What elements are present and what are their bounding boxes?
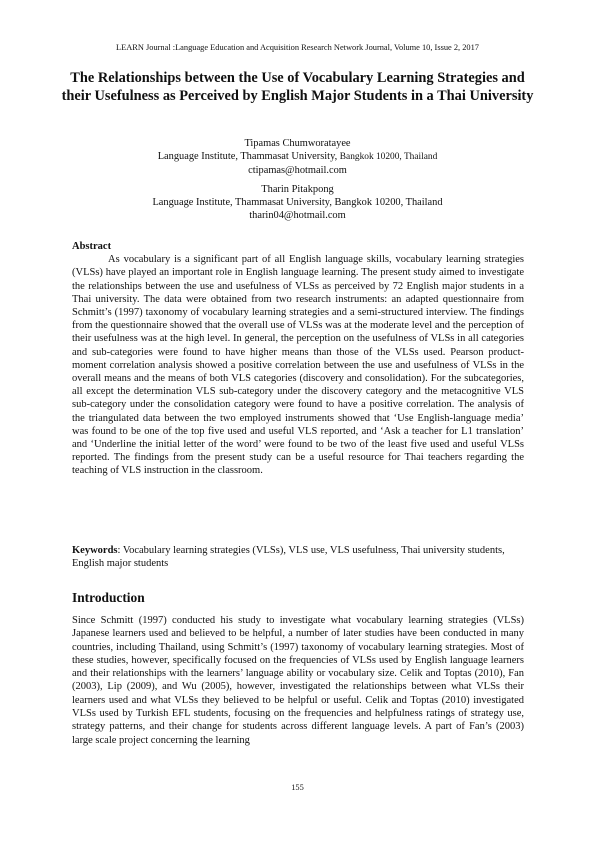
author-affiliation: Language Institute, Thammasat University, Bangkok 10200, Thailand	[152, 196, 443, 208]
author-name: Tipamas Chumworatayee	[244, 138, 351, 149]
introduction-text: Since Schmitt (1997) conducted his study to investigate what vocabulary learning strategies (VLSs) Japanese learners used and believed to be helpful, a number of later studies have been conducted in many countries, including Thailand, using Schmitt’s (1997) taxonomy of vocabulary learning strategies. Most of these studies, however, specifically focused on the frequencies of VLSs used by English language learners and their relationships with the learners’ language ability or vocabulary size. Celik and Toptas (2010), Fan (2003), Lip (2009), and Wu (2005), however, investigated the relationships between what VLSs their learners used and what VLSs they believed to be helpful or useful. Celik and Toptas (2010) investigated VLSs used by Turkish EFL students, focusing on the frequencies and helpfulness ratings of strategy use, strategy patterns, and their change for students across different language levels. A part of Fan’s (2003) large scale project concerning the learning	[72, 615, 524, 746]
author-affiliation	[60, 150, 535, 164]
author-block	[60, 137, 535, 178]
abstract-text: As vocabulary is a significant part of all English language skills, vocabulary learning strategies (VLSs) have played an important role in English language learning. The present study aimed to investigate the relationships between the use and usefulness of VLSs as perceived by 72 English major students in a Thai university. The data were obtained from two research instruments: an adapted questionnaire from Schmitt’s (1997) taxonomy of vocabulary learning strategies and a semi-structured interview. The findings from the questionnaire showed that the overall use of VLSs was at the moderate level and the perception of their usefulness was at the high level. In general, the perception on the usefulness of VLSs in all categories and sub-categories were found to have higher means than those of the VLSs used. Pearson product-moment correlation analysis showed a positive correlation between the use and usefulness of VLSs in the overall means and the means of both VLS categories (discovery and consolidation). For the subcategories, all except the determination VLS sub-category under the discovery category and the metacognitive VLS sub-category under the consolidation category were found to have a positive correlation. The analysis of the triangulated data between the two employed instruments showed that ‘Use English-language media’ was found to be one of the top five used and useful VLS reported, and ‘Ask a teacher for L1 translation’ and ‘Underline the initial letter of the word’ were found to be two of the least five used and useful VLSs reported. The findings from the present study can be a useful resource for Thai teachers regarding the teaching of VLS instruction in the classroom.	[72, 254, 524, 477]
abstract-heading: Abstract	[72, 241, 112, 252]
keywords-label: Keywords	[72, 545, 118, 556]
affiliation-institution: Language Institute, Thammasat University,	[157, 151, 340, 163]
keywords-text: : Vocabulary learning strategies (VLSs), VLS use, VLS usefulness, Thai university students, English major students	[72, 545, 505, 570]
author-list	[60, 137, 535, 227]
running-head: LEARN Journal :Language Education and Acquisition Research Network Journal, Volume 10, Issue 2, 2017	[115, 43, 479, 52]
paper-title: The Relationships between the Use of Vocabulary Learning Strategies and their Usefulness as Perceived by English Major Students in a Thai University	[61, 70, 534, 104]
abstract-section	[72, 240, 524, 478]
affiliation-location: Bangkok 10200, Thailand	[339, 152, 438, 163]
keywords	[72, 544, 524, 570]
introduction-heading: Introduction	[72, 590, 145, 605]
author-name: Tharin Pitakpong	[261, 183, 334, 195]
author-email: ctipamas@hotmail.com	[248, 165, 347, 177]
author-email: tharin04@hotmail.com	[249, 210, 346, 222]
page-number: 155	[291, 783, 304, 792]
author-block	[60, 183, 535, 223]
